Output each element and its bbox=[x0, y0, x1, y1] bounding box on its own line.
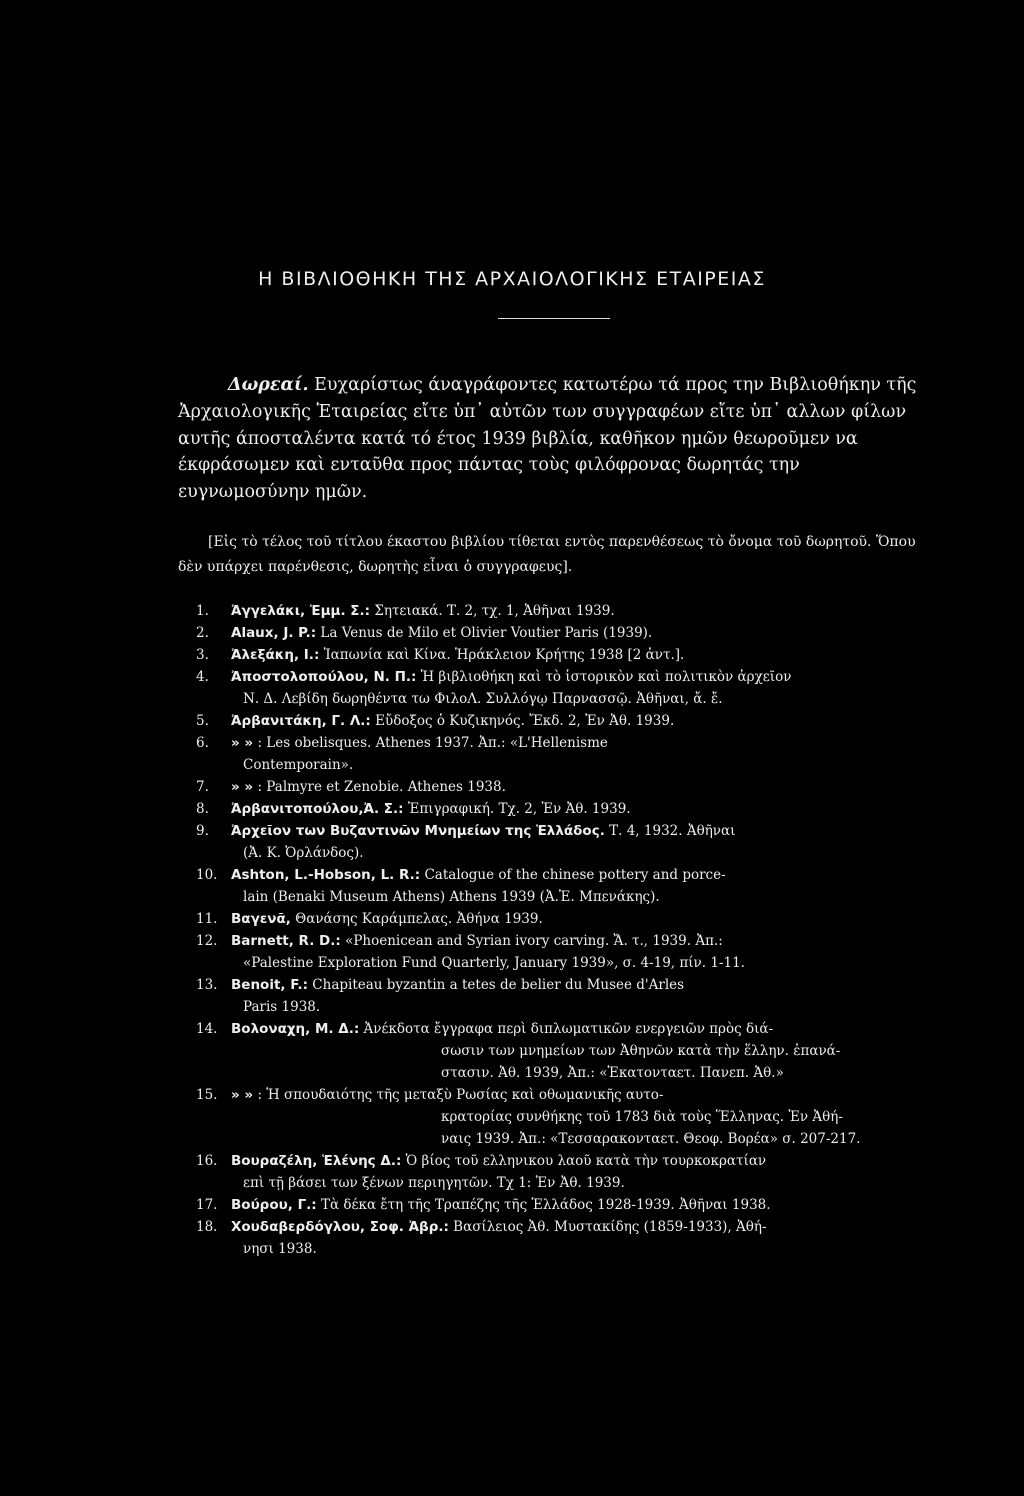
page-title: Η ΒΙΒΛΙΟΘΗΚΗ ΤΗΣ ΑΡΧΑΙΟΛΟΓΙΚΗΣ ΕΤΑΙΡΕΙΑΣ bbox=[258, 268, 766, 290]
list-item-continuation: κρατορίας συνθήκης τοῦ 1783 διὰ τοὺς Ἕλληνας. Ἐν Ἀθή- bbox=[441, 1109, 843, 1125]
list-item-author: Ἀποστολοπούλου, Ν. Π.: bbox=[231, 669, 417, 685]
list-item-author: Χουδαβερδόγλου, Σοφ. Ἀβρ.: bbox=[231, 1219, 449, 1235]
intro-paragraph bbox=[178, 372, 924, 506]
list-item-title: Ὁ βίος τοῦ ελληνικου λαοῦ κατὰ τὴν τουρκοκρατίαν bbox=[401, 1153, 767, 1169]
list-item-author: Ἀρχεῖον των Βυζαντινῶν Μνημείων της Ἑλλάδος. bbox=[231, 823, 605, 839]
list-item-line bbox=[231, 1084, 936, 1106]
list-item bbox=[196, 1018, 936, 1084]
list-item-continuation: Contemporain». bbox=[243, 757, 354, 773]
list-item-title: Σητειακά. Τ. 2, τχ. 1, Ἀθῆναι 1939. bbox=[370, 603, 615, 619]
list-item-line bbox=[231, 776, 936, 798]
list-item-author: Βουραζέλη, Ἑλένης Δ.: bbox=[231, 1153, 402, 1169]
list-item bbox=[196, 1150, 936, 1194]
list-item-title: : Ἡ σπουδαιότης τῆς μεταξὺ Ρωσίας καὶ οθωμανικῆς αυτο- bbox=[253, 1087, 664, 1103]
list-item-author: Βολοναχη, Μ. Δ.: bbox=[231, 1021, 360, 1037]
list-item bbox=[196, 974, 936, 1018]
list-item bbox=[196, 666, 936, 710]
list-item bbox=[196, 930, 936, 974]
list-item bbox=[196, 710, 936, 732]
list-item-number: 11. bbox=[196, 911, 218, 927]
list-item-number: 15. bbox=[196, 1087, 218, 1103]
intro-lead: Δωρεαί. bbox=[228, 375, 309, 395]
list-item-line bbox=[231, 798, 936, 820]
list-item-title: Θανάσης Καράμπελας. Ἀθήνα 1939. bbox=[290, 911, 543, 927]
list-item-continuation: Paris 1938. bbox=[243, 999, 321, 1015]
list-item-line bbox=[231, 1216, 936, 1238]
list-item-line bbox=[231, 908, 936, 930]
list-item-title: Ἰαπωνία καὶ Κίνα. Ἡράκλειον Κρήτης 1938 [2 ἀντ.]. bbox=[319, 647, 685, 663]
list-item-continuation: Ν. Δ. Λεβίδη δωρηθέντα τω ΦιλοΛ. Συλλόγῳ Παρνασσῷ. Ἀθῆναι, ἄ. ἔ. bbox=[243, 691, 723, 707]
list-item-author: Ashton, L.-Hobson, L. R.: bbox=[231, 867, 421, 883]
list-item-author: Ἀλεξάκη, Ι.: bbox=[231, 647, 320, 663]
list-item-title: Τὰ δέκα ἔτη τῆς Τραπέζης τῆς Ἑλλάδος 1928-1939. Ἀθῆναι 1938. bbox=[316, 1197, 771, 1213]
list-item-number: 5. bbox=[196, 713, 209, 729]
list-item-line bbox=[231, 600, 936, 622]
list-item-author: Benoit, F.: bbox=[231, 977, 309, 993]
list-item-title: Catalogue of the chinese pottery and porce- bbox=[420, 867, 726, 883]
list-item-title: : Les obelisques. Athenes 1937. Ἀπ.: «L'Hellenisme bbox=[253, 735, 608, 751]
list-item-line bbox=[231, 930, 936, 952]
list-item-author: » » bbox=[231, 735, 254, 751]
list-item-line bbox=[231, 644, 936, 666]
list-item-number: 7. bbox=[196, 779, 209, 795]
editorial-note: [Εἰς τὸ τέλος τοῦ τίτλου έκαστου βιβλίου τίθεται εντὸς παρενθέσεως τὸ ὄνομα τοῦ δωρητοῦ. Ὅπου δὲν υπάρχει παρένθεσις, δωρητὴς εἶναι ὁ συγγραφευς]. bbox=[178, 534, 916, 575]
list-item bbox=[196, 864, 936, 908]
list-item-title: : Palmyre et Zenobie. Athenes 1938. bbox=[253, 779, 506, 795]
list-item-line bbox=[231, 864, 936, 886]
list-item-number: 16. bbox=[196, 1153, 218, 1169]
list-item-number: 1. bbox=[196, 603, 209, 619]
list-item-number: 8. bbox=[196, 801, 209, 817]
list-item-author: Ἀγγελάκι, Ἑμμ. Σ.: bbox=[231, 603, 371, 619]
list-item-number: 2. bbox=[196, 625, 209, 641]
list-item bbox=[196, 732, 936, 776]
list-item-line bbox=[231, 666, 936, 688]
list-item-continuation: (Ἀ. Κ. Ὀρλάνδος). bbox=[243, 845, 364, 861]
list-item-title: La Venus de Milo et Olivier Voutier Paris (1939). bbox=[316, 625, 653, 641]
list-item-line bbox=[231, 1018, 936, 1040]
list-item-number: 12. bbox=[196, 933, 218, 949]
list-item-continuation: ναις 1939. Ἀπ.: «Τεσσαρακονταετ. Θεοφ. Βορέα» σ. 207-217. bbox=[441, 1131, 861, 1147]
list-item-title: Βασίλειος Ἀθ. Μυστακίδης (1859-1933), Ἀθή- bbox=[448, 1219, 767, 1235]
list-item-title: Ἐπιγραφική. Τχ. 2, Ἐν Ἀθ. 1939. bbox=[403, 801, 631, 817]
list-item-line bbox=[231, 820, 936, 842]
list-item bbox=[196, 600, 936, 622]
list-item-continuation: νησι 1938. bbox=[243, 1241, 317, 1257]
list-item bbox=[196, 1084, 936, 1150]
title-divider bbox=[498, 318, 610, 319]
list-item-title: Chapiteau byzantin a tetes de belier du Musee d'Arles bbox=[308, 977, 685, 993]
list-item-number: 4. bbox=[196, 669, 209, 685]
list-item-line bbox=[231, 622, 936, 644]
list-item-title: Τ. 4, 1932. Ἀθῆναι bbox=[604, 823, 736, 839]
list-item-line bbox=[231, 732, 936, 754]
list-item-number: 9. bbox=[196, 823, 209, 839]
list-item-line bbox=[231, 1194, 936, 1216]
list-item bbox=[196, 644, 936, 666]
list-item-continuation: lain (Benaki Museum Athens) Athens 1939 (Ἀ.Ἐ. Μπενάκης). bbox=[243, 889, 660, 905]
list-item-number: 3. bbox=[196, 647, 209, 663]
list-item-continuation: σωσιν των μνημείων των Ἀθηνῶν κατὰ τὴν ἕλλην. ἐπανά- bbox=[441, 1043, 841, 1059]
list-item-line bbox=[231, 974, 936, 996]
list-item-number: 6. bbox=[196, 735, 209, 751]
list-item bbox=[196, 1194, 936, 1216]
list-item-author: Alaux, J. P.: bbox=[231, 625, 317, 641]
list-item bbox=[196, 798, 936, 820]
list-item-title: Ἡ βιβλιοθήκη καὶ τὸ ἱστορικὸν καὶ πολιτικὸν ἀρχεῖον bbox=[416, 669, 792, 685]
intro-text: Ευχαρίστως άναγράφοντες κατωτέρω τά προς την Βιβλιοθήκην τῆς Ἀρχαιολογικῆς Ἑταιρείας εἴτε ὑπ᾽ αὐτῶν των συγγραφέων εἴτε ὑπ᾽ αλλων φίλων αυτῆς άποσταλέντα κατά τό έτος 1939 βιβλία, καθῆκον ημῶν θεωροῦμεν να έκφράσωμεν καὶ ενταῦθα προς πάντας τοὺς φιλόφρονας δωρητάς την ευγνωμοσύνην ημῶν. bbox=[178, 375, 917, 503]
list-item-continuation: επὶ τῇ βάσει των ξένων περιηγητῶν. Τχ 1: Ἐν Ἀθ. 1939. bbox=[243, 1175, 625, 1191]
list-item-continuation: στασιν. Ἀθ. 1939, Ἀπ.: «Ἑκατονταετ. Πανεπ. Ἀθ.» bbox=[441, 1065, 784, 1081]
list-item-title: «Phoenicean and Syrian ivory carving. Ἄ. τ., 1939. Ἀπ.: bbox=[340, 933, 723, 949]
list-item-line bbox=[231, 1150, 936, 1172]
list-item-line bbox=[231, 710, 936, 732]
list-item bbox=[196, 1216, 936, 1260]
list-item-author: » » bbox=[231, 779, 254, 795]
list-item-continuation: «Palestine Exploration Fund Quarterly, January 1939», σ. 4-19, πίν. 1-11. bbox=[243, 955, 745, 971]
list-item bbox=[196, 622, 936, 644]
list-item-author: Ἀρβανιτάκη, Γ. Λ.: bbox=[231, 713, 371, 729]
list-item-title: Ἀνέκδοτα ἔγγραφα περὶ διπλωματικῶν ενεργειῶν πρὸς διά- bbox=[359, 1021, 774, 1037]
list-item bbox=[196, 820, 936, 864]
list-item-author: Barnett, R. D.: bbox=[231, 933, 341, 949]
list-item-number: 14. bbox=[196, 1021, 218, 1037]
list-item bbox=[196, 776, 936, 798]
list-item-number: 10. bbox=[196, 867, 218, 883]
list-item-number: 17. bbox=[196, 1197, 218, 1213]
list-item-author: » » bbox=[231, 1087, 254, 1103]
list-item bbox=[196, 908, 936, 930]
list-item-author: Βαγενᾶ, bbox=[231, 911, 291, 927]
list-item-number: 18. bbox=[196, 1219, 218, 1235]
list-item-author: Ἀρβανιτοπούλου,Ἀ. Σ.: bbox=[231, 801, 404, 817]
donation-list bbox=[196, 600, 936, 1260]
list-item-author: Βούρου, Γ.: bbox=[231, 1197, 317, 1213]
list-item-title: Εὔδοξος ὁ Κυζικηνός. Ἔκδ. 2, Ἐν Ἀθ. 1939. bbox=[370, 713, 675, 729]
list-item-number: 13. bbox=[196, 977, 218, 993]
